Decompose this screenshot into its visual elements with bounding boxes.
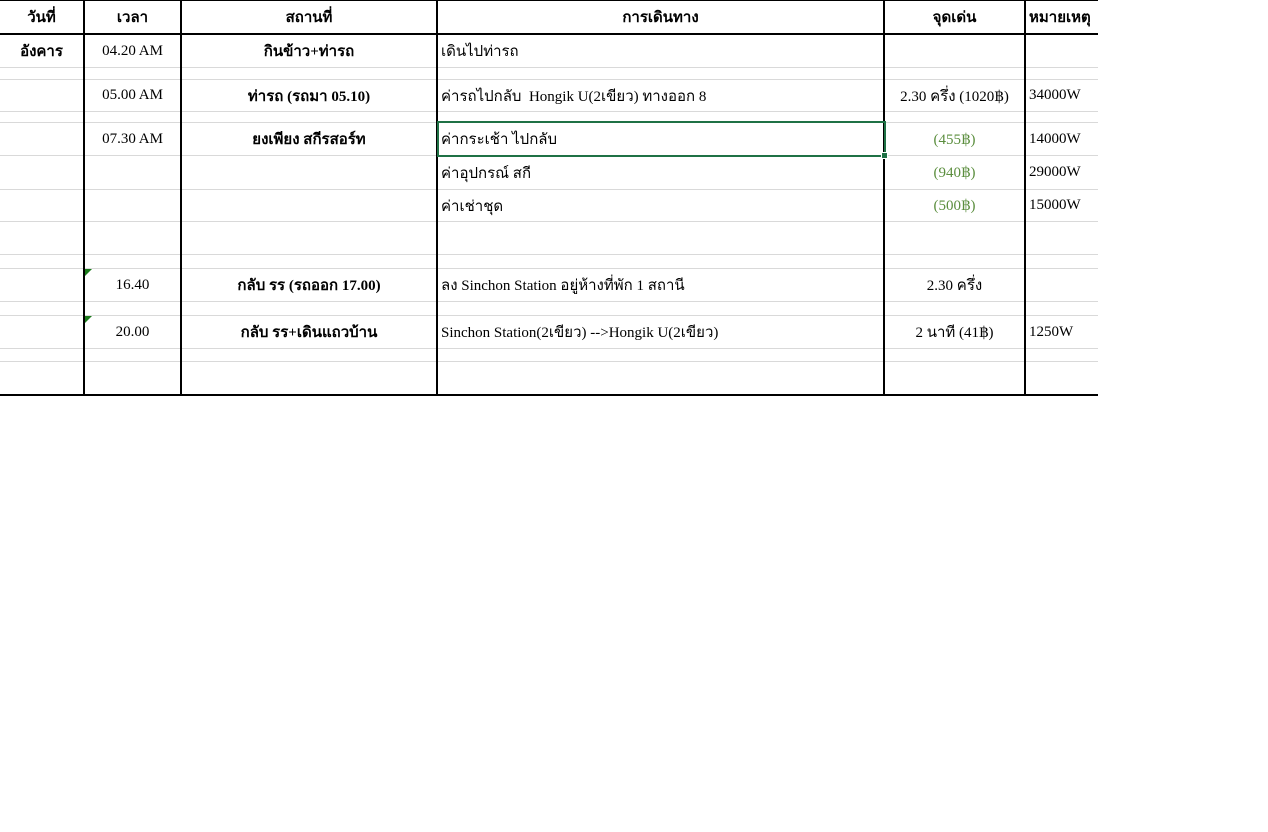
header-note[interactable]: หมายเหตุ xyxy=(1029,10,1091,26)
header-place[interactable]: สถานที่ xyxy=(285,10,333,26)
header-day[interactable]: วันที่ xyxy=(27,10,56,26)
cell-time[interactable]: 16.40 xyxy=(115,276,150,293)
cell-note[interactable]: 34000W xyxy=(1029,87,1081,103)
cell-highlight[interactable] xyxy=(885,35,1024,67)
cell-note[interactable] xyxy=(1026,35,1101,67)
cell-time[interactable]: 07.30 AM xyxy=(102,130,163,147)
cell-day[interactable] xyxy=(0,80,83,111)
cell-place[interactable]: ท่ารถ (รถมา 05.10) xyxy=(247,88,371,105)
comment-marker-icon[interactable] xyxy=(85,316,92,323)
cell-day[interactable]: อังคาร xyxy=(20,44,63,60)
cell-place[interactable] xyxy=(182,156,436,189)
cell-day[interactable] xyxy=(0,156,83,189)
cell-place[interactable]: กินข้าว+ท่ารถ xyxy=(263,44,355,60)
cell-place[interactable]: กลับ รร+เดินแถวบ้าน xyxy=(240,325,378,341)
cell-highlight[interactable]: 2.30 ครึ่ง xyxy=(926,278,983,294)
cell-place[interactable] xyxy=(182,190,436,221)
gridline xyxy=(0,67,1098,68)
cell-day[interactable] xyxy=(0,269,83,301)
cell-highlight[interactable]: (940฿) xyxy=(933,165,976,181)
gridline xyxy=(0,348,1098,349)
cell-time[interactable]: 04.20 AM xyxy=(102,42,163,59)
gridline xyxy=(0,254,1098,255)
cell-travel[interactable]: ลง Sinchon Station อยู่ห้างที่พัก 1 สถานี xyxy=(441,278,685,294)
cell-travel[interactable]: ค่าอุปกรณ์ สกี xyxy=(441,165,532,182)
cell-travel[interactable]: ค่าเช่าชุด xyxy=(441,198,504,215)
cell-note[interactable]: 1250W xyxy=(1029,323,1074,340)
gridline xyxy=(0,301,1098,302)
cell-highlight[interactable]: 2 นาที (41฿) xyxy=(915,325,994,341)
cell-day[interactable] xyxy=(0,316,83,348)
cell-travel[interactable]: Sinchon Station(2เขียว) -->Hongik U(2เขียว) xyxy=(441,325,719,341)
cell-day[interactable] xyxy=(0,190,83,221)
cell-day[interactable] xyxy=(0,123,83,155)
fill-handle[interactable] xyxy=(881,152,888,159)
header-highlight[interactable]: จุดเด่น xyxy=(932,10,977,26)
table-bottom-border xyxy=(0,394,1098,396)
cell-note[interactable]: 14000W xyxy=(1029,130,1081,147)
cell-note[interactable]: 29000W xyxy=(1029,164,1081,180)
cell-time[interactable]: 20.00 xyxy=(115,323,150,340)
cell-place[interactable]: ยงเพียง สกีรสอร์ท xyxy=(252,132,366,148)
cell-note[interactable] xyxy=(1026,269,1101,301)
cell-time[interactable] xyxy=(85,156,180,189)
gridline xyxy=(0,221,1098,222)
cell-note[interactable]: 15000W xyxy=(1029,197,1081,213)
cell-travel[interactable]: ค่ากระเช้า ไปกลับ xyxy=(441,132,557,148)
cell-highlight[interactable]: (455฿) xyxy=(933,131,976,148)
cell-highlight[interactable]: (500฿) xyxy=(933,198,976,214)
comment-marker-icon[interactable] xyxy=(85,269,92,276)
gridline xyxy=(0,111,1098,112)
gridline xyxy=(0,361,1098,362)
header-travel[interactable]: การเดินทาง xyxy=(622,10,699,26)
cell-travel[interactable]: เดินไปท่ารถ xyxy=(441,44,519,60)
header-time[interactable]: เวลา xyxy=(116,10,149,26)
cell-travel[interactable]: ค่ารถไปกลับ Hongik U(2เขียว) ทางออก 8 xyxy=(441,88,707,105)
cell-highlight[interactable]: 2.30 ครึ่ง (1020฿) xyxy=(900,88,1009,105)
itinerary-table xyxy=(0,0,1098,396)
cell-time[interactable] xyxy=(85,190,180,221)
cell-time[interactable]: 05.00 AM xyxy=(102,87,163,103)
cell-place[interactable]: กลับ รร (รถออก 17.00) xyxy=(237,278,381,294)
